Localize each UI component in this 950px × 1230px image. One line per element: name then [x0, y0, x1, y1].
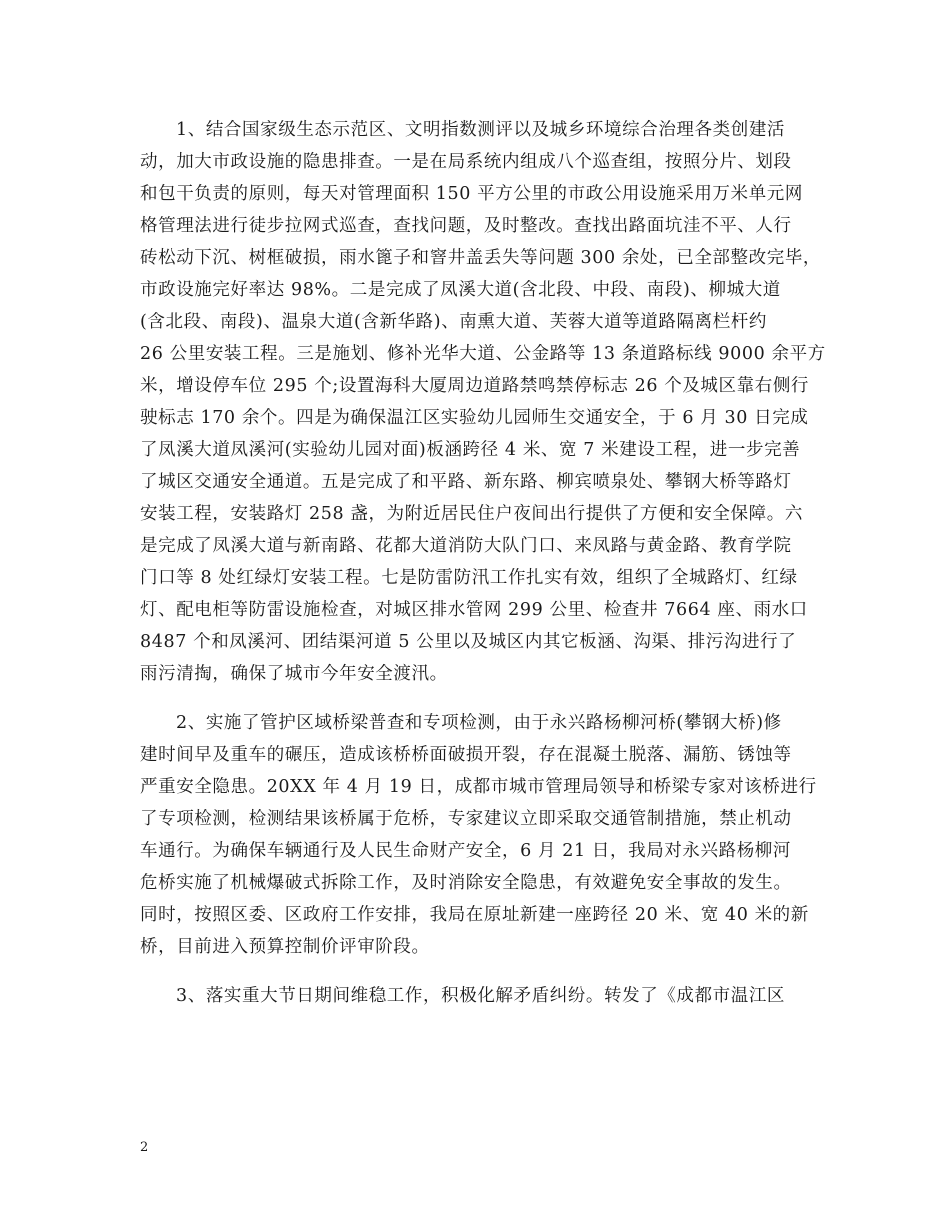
- text-line: 米，增设停车位 295 个;设置海科大厦周边道路禁鸣禁停标志 26 个及城区靠右侧行: [140, 376, 810, 396]
- text-line: 3、落实重大节日期间维稳工作，积极化解矛盾纠纷。转发了《成都市温江区: [176, 986, 786, 1006]
- text-line: 建时间早及重车的碾压，造成该桥桥面破损开裂，存在混凝土脱落、漏筋、锈蚀等: [140, 745, 792, 765]
- text-line: 和包干负责的原则，每天对管理面积 150 平方公里的市政公用设施采用万米单元网: [140, 184, 803, 204]
- text-line: 雨污清掏，确保了城市今年安全渡汛。: [140, 664, 448, 684]
- text-line: 车通行。为确保车辆通行及人民生命财产安全，6 月 21 日，我局对永兴路杨柳河: [140, 841, 791, 861]
- text-line: 26 公里安装工程。三是施划、修补光华大道、公金路等 13 条道路标线 9000 余平方: [140, 344, 826, 364]
- text-line: 1、结合国家级生态示范区、文明指数测评以及城乡环境综合治理各类创建活: [176, 120, 786, 140]
- text-line: 驶标志 170 余个。四是为确保温江区实验幼儿园师生交通安全，于 6 月 30 日完成: [140, 408, 809, 428]
- page-number: 2: [140, 1140, 149, 1155]
- text-line: 危桥实施了机械爆破式拆除工作，及时消除安全隐患，有效避免安全事故的发生。: [140, 873, 792, 893]
- text-line: (含北段、南段)、温泉大道(含新华路)、南熏大道、芙蓉大道等道路隔离栏杆约: [140, 312, 768, 332]
- text-line: 了凤溪大道凤溪河(实验幼儿园对面)板涵跨径 4 米、宽 7 米建设工程，进一步完善: [140, 440, 801, 460]
- text-line: 2、实施了管护区域桥梁普查和专项检测，由于永兴路杨柳河桥(攀钢大桥)修: [176, 713, 782, 733]
- text-line: 动，加大市政设施的隐患排查。一是在局系统内组成八个巡查组，按照分片、划段: [140, 152, 792, 172]
- text-line: 门口等 8 处红绿灯安装工程。七是防雷防汛工作扎实有效，组织了全城路灯、红绿: [140, 568, 798, 588]
- text-line: 格管理法进行徒步拉网式巡查，查找问题，及时整改。查找出路面坑洼不平、人行: [140, 216, 792, 236]
- text-line: 是完成了凤溪大道与新南路、花都大道消防大队门口、来凤路与黄金路、教育学院: [140, 536, 792, 556]
- text-line: 桥，目前进入预算控制价评审阶段。: [140, 937, 430, 957]
- text-line: 灯、配电柜等防雷设施检查，对城区排水管网 299 公里、检查井 7664 座、雨水口: [140, 600, 808, 620]
- text-line: 了城区交通安全通道。五是完成了和平路、新东路、柳宾喷泉处、攀钢大桥等路灯: [140, 472, 792, 492]
- text-line: 8487 个和凤溪河、团结渠河道 5 公里以及城区内其它板涵、沟渠、排污沟进行了: [140, 632, 797, 652]
- text-line: 同时，按照区委、区政府工作安排，我局在原址新建一座跨径 20 米、宽 40 米的新: [140, 905, 809, 925]
- text-line: 了专项检测，检测结果该桥属于危桥，专家建议立即采取交通管制措施，禁止机动: [140, 809, 792, 829]
- text-line: 安装工程，安装路灯 258 盏，为附近居民住户夜间出行提供了方便和安全保障。六: [140, 504, 803, 524]
- text-line: 砖松动下沉、树框破损，雨水篦子和窨井盖丢失等问题 300 余处，已全部整改完毕，: [140, 248, 822, 268]
- text-line: 市政设施完好率达 98%。二是完成了凤溪大道(含北段、中段、南段)、柳城大道: [140, 280, 781, 300]
- text-line: 严重安全隐患。20XX 年 4 月 19 日，成都市城市管理局领导和桥梁专家对该桥进行: [140, 777, 817, 797]
